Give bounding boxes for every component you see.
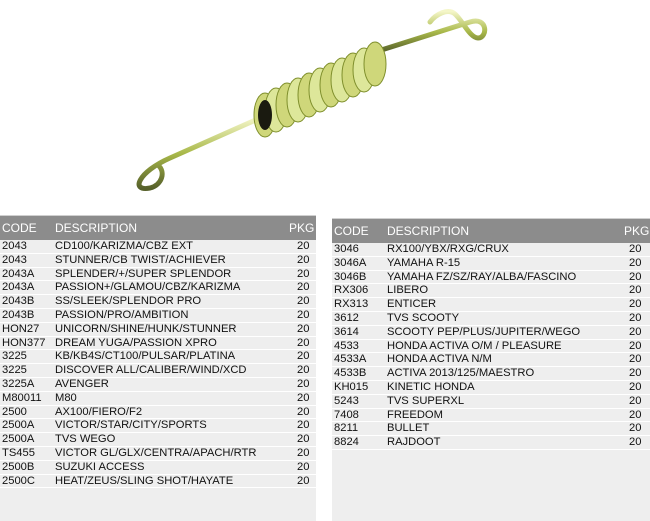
table-row	[0, 364, 316, 378]
cell-description: RAJDOOT	[387, 436, 441, 449]
cell-description: ACTIVA 2013/125/MAESTRO	[387, 367, 535, 380]
cell-code: KH015	[334, 380, 369, 393]
cell-pkg: 20	[297, 308, 310, 321]
cell-code: 2043A	[2, 267, 35, 280]
header-code: CODE	[334, 224, 369, 238]
cell-code: 7408	[334, 408, 359, 421]
table-row	[332, 340, 650, 354]
cell-description: M80	[55, 391, 77, 404]
cell-description: VICTOR/STAR/CITY/SPORTS	[55, 419, 207, 432]
cell-pkg: 20	[629, 243, 642, 255]
header-description: DESCRIPTION	[55, 221, 138, 235]
cell-code: 2043	[2, 253, 27, 266]
table-row	[332, 312, 650, 326]
cell-code: 3612	[334, 311, 359, 324]
table-row	[332, 395, 650, 409]
table-row	[332, 257, 650, 271]
cell-pkg: 20	[629, 380, 642, 393]
cell-description: HONDA ACTIVA N/M	[387, 353, 492, 366]
cell-pkg: 20	[297, 419, 310, 432]
cell-description: PASSION+/GLAMOU/CBZ/KARIZMA	[55, 281, 241, 294]
cell-pkg: 20	[629, 284, 642, 297]
cell-description: KINETIC HONDA	[387, 380, 475, 393]
cell-description: STUNNER/CB TWIST/ACHIEVER	[55, 253, 226, 266]
cell-code: 8824	[334, 436, 359, 449]
cell-description: TVS WEGO	[55, 433, 116, 446]
table-row	[0, 433, 316, 447]
table-row	[0, 295, 316, 309]
cell-description: VICTOR GL/GLX/CENTRA/APACH/RTR	[55, 446, 257, 459]
table-row	[0, 254, 316, 268]
cell-code: M80011	[2, 391, 42, 404]
cell-code: 2043	[2, 240, 27, 252]
cell-pkg: 20	[297, 336, 310, 349]
cell-description: TVS SUPERXL	[387, 394, 465, 407]
cell-code: 2500B	[2, 460, 35, 473]
cell-description: PASSION/PRO/AMBITION	[55, 308, 189, 321]
cell-pkg: 20	[297, 240, 310, 252]
table-row	[332, 298, 650, 312]
header-code: CODE	[2, 221, 37, 235]
table-row	[0, 378, 316, 392]
cell-description: RX100/YBX/RXG/CRUX	[387, 243, 509, 255]
cell-pkg: 20	[297, 364, 310, 377]
cell-description: SS/SLEEK/SPLENDOR PRO	[55, 295, 202, 308]
header-description: DESCRIPTION	[387, 224, 470, 238]
cell-pkg: 20	[297, 460, 310, 473]
table-row	[332, 353, 650, 367]
cell-pkg: 20	[297, 322, 310, 335]
cell-description: SPLENDER/+/SUPER SPLENDOR	[55, 267, 232, 280]
table-row	[0, 309, 316, 323]
cell-pkg: 20	[297, 433, 310, 446]
cell-pkg: 20	[629, 394, 642, 407]
cell-code: 3046A	[334, 256, 367, 269]
table-row	[0, 475, 316, 489]
table-row	[0, 281, 316, 295]
table-row	[0, 406, 316, 420]
table-body	[0, 240, 316, 488]
cell-description: FREEDOM	[387, 408, 443, 421]
table-row	[0, 268, 316, 282]
left-parts-table	[0, 215, 316, 521]
table-row	[0, 350, 316, 364]
cell-pkg: 20	[297, 281, 310, 294]
cell-code: 3225A	[2, 377, 35, 390]
cell-description: HONDA ACTIVA O/M / PLEASURE	[387, 339, 562, 352]
cell-pkg: 20	[629, 339, 642, 352]
cell-pkg: 20	[297, 474, 310, 487]
cell-pkg: 20	[297, 295, 310, 308]
header-pkg: PKG	[289, 221, 315, 235]
table-row	[332, 243, 650, 257]
cell-pkg: 20	[629, 367, 642, 380]
cell-description: KB/KB4S/CT100/PULSAR/PLATINA	[55, 350, 236, 363]
table-row	[0, 447, 316, 461]
cell-code: 2500A	[2, 433, 35, 446]
cell-description: BULLET	[387, 422, 430, 435]
cell-code: 4533A	[334, 353, 367, 366]
cell-pkg: 20	[629, 353, 642, 366]
cell-description: ENTICER	[387, 298, 437, 311]
table-row	[0, 392, 316, 406]
cell-description: LIBERO	[387, 284, 429, 297]
cell-pkg: 20	[297, 405, 310, 418]
table-row	[332, 422, 650, 436]
cell-code: 2500C	[2, 474, 35, 487]
cell-code: 2500	[2, 405, 27, 418]
cell-code: 3225	[2, 350, 27, 363]
cell-description: SCOOTY PEP/PLUS/JUPITER/WEGO	[387, 325, 581, 338]
table-row	[0, 240, 316, 254]
cell-pkg: 20	[629, 325, 642, 338]
cell-pkg: 20	[297, 253, 310, 266]
table-row	[332, 271, 650, 285]
cell-description: YAMAHA FZ/SZ/RAY/ALBA/FASCINO	[387, 270, 577, 283]
cell-pkg: 20	[297, 391, 310, 404]
cell-pkg: 20	[629, 298, 642, 311]
cell-pkg: 20	[629, 422, 642, 435]
spring-icon	[110, 0, 510, 200]
header-pkg: PKG	[624, 224, 650, 238]
cell-code: 3225	[2, 364, 27, 377]
table-row	[332, 367, 650, 381]
table-header	[0, 216, 316, 240]
table-row	[332, 381, 650, 395]
table-row	[0, 323, 316, 337]
cell-description: HEAT/ZEUS/SLING SHOT/HAYATE	[55, 474, 234, 487]
table-header	[332, 219, 650, 243]
table-row	[332, 409, 650, 423]
cell-code: 2500A	[2, 419, 35, 432]
table-row	[332, 326, 650, 340]
cell-code: HON27	[2, 322, 40, 335]
cell-description: AVENGER	[55, 377, 109, 390]
cell-code: 3614	[334, 325, 359, 338]
cell-code: 2043B	[2, 308, 35, 321]
table-row	[0, 461, 316, 475]
cell-pkg: 20	[629, 256, 642, 269]
cell-code: 4533B	[334, 367, 367, 380]
cell-code: 2043B	[2, 295, 35, 308]
cell-code: 2043A	[2, 281, 35, 294]
cell-pkg: 20	[629, 408, 642, 421]
cell-description: TVS SCOOTY	[387, 311, 460, 324]
cell-code: 5243	[334, 394, 359, 407]
cell-description: UNICORN/SHINE/HUNK/STUNNER	[55, 322, 237, 335]
table-body	[332, 243, 650, 450]
table-row	[0, 337, 316, 351]
cell-pkg: 20	[629, 311, 642, 324]
cell-pkg: 20	[297, 350, 310, 363]
cell-code: 3046	[334, 243, 359, 255]
cell-description: DISCOVER ALL/CALIBER/WIND/XCD	[55, 364, 247, 377]
cell-pkg: 20	[297, 377, 310, 390]
cell-description: DREAM YUGA/PASSION XPRO	[55, 336, 217, 349]
cell-code: HON377	[2, 336, 46, 349]
cell-description: AX100/FIERO/F2	[55, 405, 143, 418]
cell-description: SUZUKI ACCESS	[55, 460, 145, 473]
cell-pkg: 20	[297, 446, 310, 459]
table-row	[332, 284, 650, 298]
cell-pkg: 20	[629, 436, 642, 449]
table-row	[332, 436, 650, 450]
cell-description: CD100/KARIZMA/CBZ EXT	[55, 240, 194, 252]
cell-code: TS455	[2, 446, 35, 459]
table-row	[0, 419, 316, 433]
cell-pkg: 20	[629, 270, 642, 283]
cell-code: 3046B	[334, 270, 367, 283]
cell-pkg: 20	[297, 267, 310, 280]
cell-code: RX306	[334, 284, 369, 297]
cell-description: YAMAHA R-15	[387, 256, 461, 269]
right-parts-table	[332, 218, 650, 521]
cell-code: 4533	[334, 339, 359, 352]
cell-code: 8211	[334, 422, 359, 435]
cell-code: RX313	[334, 298, 369, 311]
